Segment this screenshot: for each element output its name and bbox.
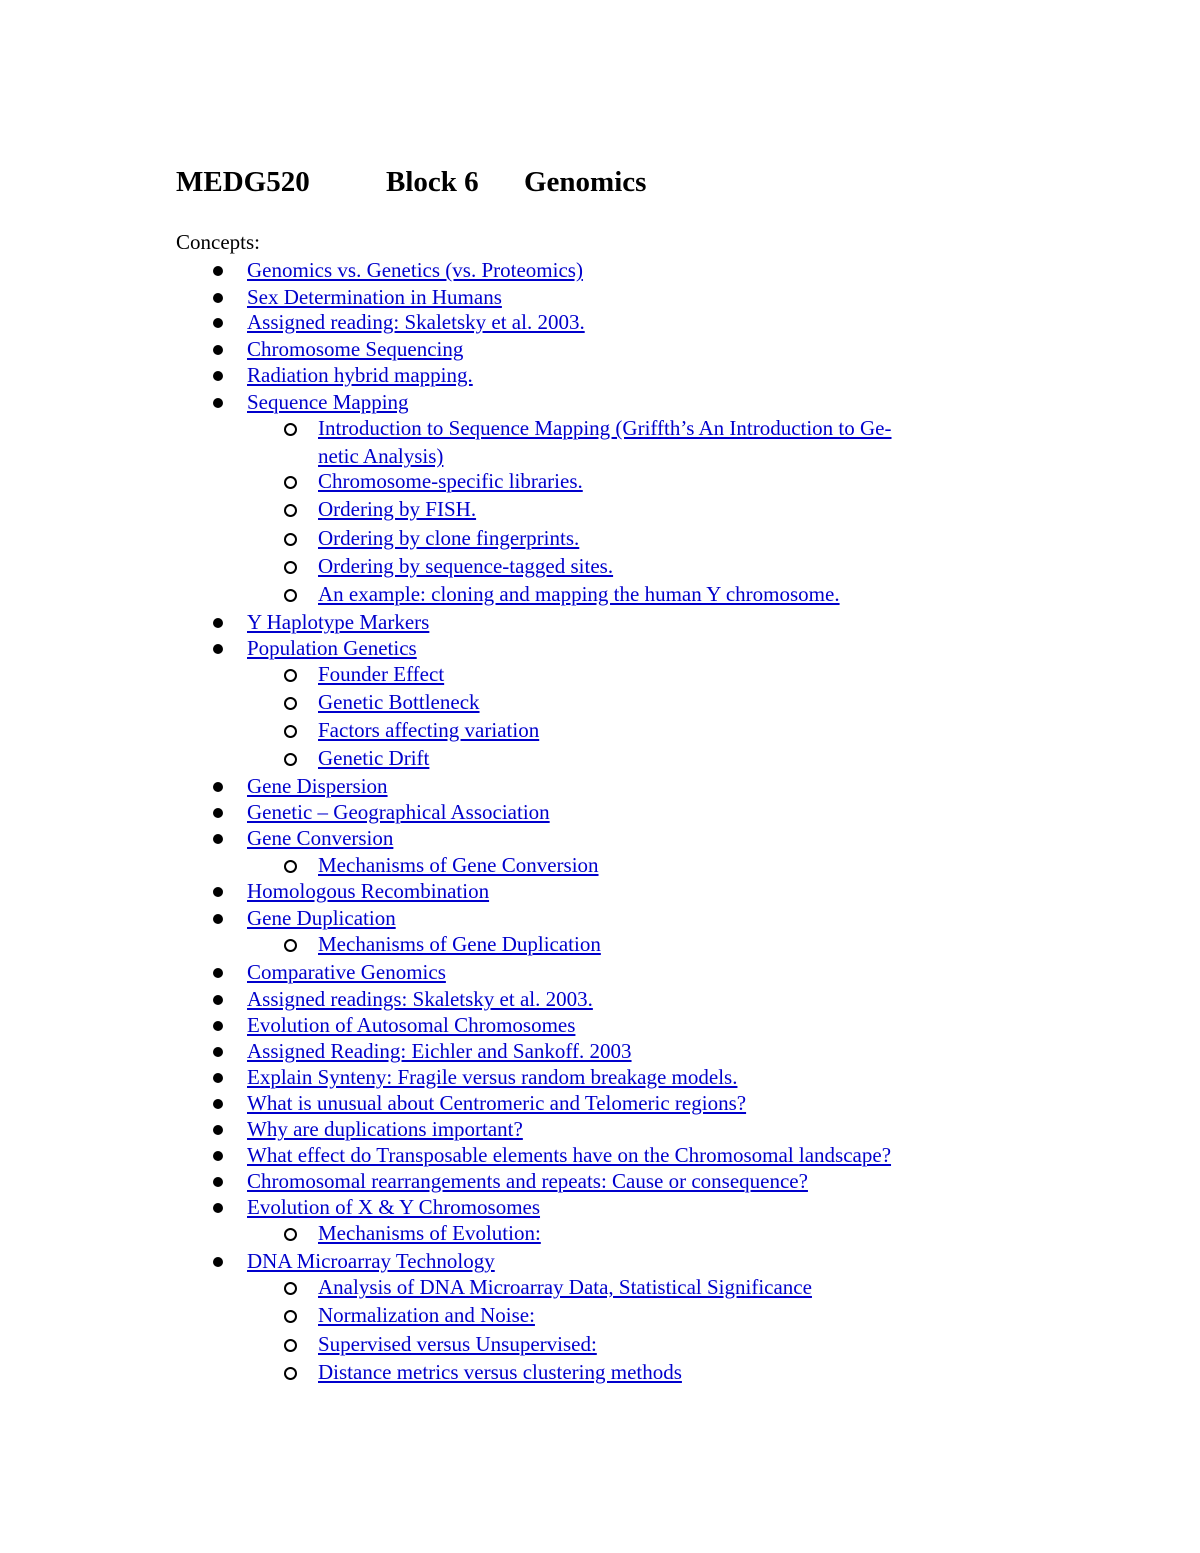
list-item <box>247 361 473 389</box>
concept-link[interactable]: Genomics vs. Genetics (vs. Proteomics) <box>247 258 583 282</box>
sub-list-item <box>318 716 539 744</box>
concept-link[interactable]: Assigned Reading: Eichler and Sankoff. 2003 <box>247 1039 632 1063</box>
circle-bullet-icon <box>284 725 297 738</box>
bullet-icon <box>213 1047 223 1057</box>
concept-link[interactable]: An example: cloning and mapping the human Y chromosome. <box>318 582 840 606</box>
concept-link[interactable]: Assigned reading: Skaletsky et al. 2003. <box>247 310 585 334</box>
list-item <box>247 388 409 416</box>
circle-bullet-icon <box>284 423 297 436</box>
sub-list-item <box>318 1273 812 1301</box>
circle-bullet-icon <box>284 669 297 682</box>
sub-list-item <box>318 552 613 580</box>
circle-bullet-icon <box>284 533 297 546</box>
concept-link-continuation[interactable]: netic Analysis) <box>318 444 444 468</box>
list-item <box>247 824 393 852</box>
circle-bullet-icon <box>284 1282 297 1295</box>
list-item <box>247 1115 523 1143</box>
sub-list-item <box>318 580 840 608</box>
circle-bullet-icon <box>284 1339 297 1352</box>
concept-link[interactable]: Radiation hybrid mapping. <box>247 363 473 387</box>
sub-list-item <box>318 930 601 958</box>
concept-link[interactable]: Genetic Bottleneck <box>318 690 480 714</box>
concept-link[interactable]: Founder Effect <box>318 662 445 686</box>
concept-link[interactable]: What effect do Transposable elements have on the Chromosomal landscape? <box>247 1143 892 1167</box>
bullet-icon <box>213 1099 223 1109</box>
concept-link[interactable]: Mechanisms of Evolution: <box>318 1221 541 1245</box>
concept-link[interactable]: Chromosomal rearrangements and repeats: Cause or consequence? <box>247 1169 808 1193</box>
course-code: MEDG520 <box>176 166 310 198</box>
list-item <box>247 634 417 662</box>
concept-link[interactable]: Population Genetics <box>247 636 417 660</box>
sub-list-item <box>318 688 480 716</box>
circle-bullet-icon <box>284 1367 297 1380</box>
list-item <box>247 1089 746 1117</box>
concept-link[interactable]: What is unusual about Centromeric and Telomeric regions? <box>247 1091 747 1115</box>
list-item <box>247 283 502 311</box>
circle-bullet-icon <box>284 1228 297 1241</box>
concept-link[interactable]: Why are duplications important? <box>247 1117 523 1141</box>
list-item-continuation <box>318 442 443 470</box>
bullet-icon <box>213 293 223 303</box>
list-item <box>247 958 446 986</box>
sub-list-item <box>318 1301 535 1329</box>
concept-link[interactable]: Gene Conversion <box>247 826 394 850</box>
bullet-icon <box>213 345 223 355</box>
bullet-icon <box>213 1021 223 1031</box>
concept-link[interactable]: Evolution of Autosomal Chromosomes <box>247 1013 576 1037</box>
list-item <box>247 1037 632 1065</box>
list-item <box>247 1011 575 1039</box>
list-item <box>247 1193 540 1221</box>
concept-link[interactable]: Distance metrics versus clustering methods <box>318 1360 682 1384</box>
concept-link[interactable]: Normalization and Noise: <box>318 1303 535 1327</box>
bullet-icon <box>213 644 223 654</box>
list-item <box>247 772 388 800</box>
circle-bullet-icon <box>284 476 297 489</box>
bullet-icon <box>213 782 223 792</box>
bullet-icon <box>213 834 223 844</box>
bullet-icon <box>213 266 223 276</box>
sub-list-item <box>318 1219 541 1247</box>
bullet-icon <box>213 968 223 978</box>
bullet-icon <box>213 1073 223 1083</box>
bullet-icon <box>213 1203 223 1213</box>
concept-link[interactable]: Comparative Genomics <box>247 960 446 984</box>
concept-link[interactable]: DNA Microarray Technology <box>247 1249 495 1273</box>
concept-link[interactable]: Ordering by FISH. <box>318 497 477 521</box>
concept-link[interactable]: Ordering by clone fingerprints. <box>318 526 580 550</box>
concepts-heading: Concepts: <box>176 230 260 254</box>
concept-link[interactable]: Explain Synteny: Fragile versus random breakage models. <box>247 1065 738 1089</box>
bullet-icon <box>213 371 223 381</box>
concept-link[interactable]: Genetic – Geographical Association <box>247 800 550 824</box>
bullet-icon <box>213 618 223 628</box>
list-item <box>247 335 463 363</box>
circle-bullet-icon <box>284 504 297 517</box>
bullet-icon <box>213 808 223 818</box>
circle-bullet-icon <box>284 561 297 574</box>
circle-bullet-icon <box>284 939 297 952</box>
bullet-icon <box>213 318 223 328</box>
sub-list-item <box>318 851 599 879</box>
list-item <box>247 1167 808 1195</box>
circle-bullet-icon <box>284 697 297 710</box>
circle-bullet-icon <box>284 1310 297 1323</box>
bullet-icon <box>213 995 223 1005</box>
list-item <box>247 1247 495 1275</box>
concept-link[interactable]: Evolution of X & Y Chromosomes <box>247 1195 541 1219</box>
bullet-icon <box>213 1125 223 1135</box>
block-number: Block 6 <box>386 166 479 198</box>
sub-list-item <box>318 744 429 772</box>
concept-link[interactable]: Genetic Drift <box>318 746 430 770</box>
concept-link[interactable]: Mechanisms of Gene Conversion <box>318 853 599 877</box>
bullet-icon <box>213 398 223 408</box>
concept-link[interactable]: Assigned readings: Skaletsky et al. 2003. <box>247 987 593 1011</box>
list-item <box>247 798 550 826</box>
concept-link[interactable]: Chromosome-specific libraries. <box>318 469 583 493</box>
circle-bullet-icon <box>284 589 297 602</box>
concept-link[interactable]: Sequence Mapping <box>247 390 409 414</box>
concept-link[interactable]: Mechanisms of Gene Duplication <box>318 932 601 956</box>
list-item <box>247 985 593 1013</box>
bullet-icon <box>213 1151 223 1161</box>
bullet-icon <box>213 887 223 897</box>
list-item <box>247 877 489 905</box>
concept-link[interactable]: Sex Determination in Humans <box>247 285 502 309</box>
sub-list-item <box>318 524 579 552</box>
list-item <box>247 1141 891 1169</box>
list-item <box>247 256 583 284</box>
block-topic: Genomics <box>524 166 647 198</box>
list-item <box>247 608 429 636</box>
circle-bullet-icon <box>284 860 297 873</box>
concept-link[interactable]: Gene Dispersion <box>247 774 388 798</box>
bullet-icon <box>213 914 223 924</box>
concept-link[interactable]: Analysis of DNA Microarray Data, Statistical Significance <box>318 1275 812 1299</box>
concept-link[interactable]: Introduction to Sequence Mapping (Griffth’s An Introduction to Ge- <box>318 416 892 440</box>
bullet-icon <box>213 1257 223 1267</box>
list-item <box>247 308 585 336</box>
bullet-icon <box>213 1177 223 1187</box>
sub-list-item <box>318 1330 597 1358</box>
concept-link[interactable]: Homologous Recombination <box>247 879 490 903</box>
concept-link[interactable]: Chromosome Sequencing <box>247 337 464 361</box>
circle-bullet-icon <box>284 753 297 766</box>
concept-link[interactable]: Factors affecting variation <box>318 718 540 742</box>
sub-list-item <box>318 1358 682 1386</box>
sub-list-item <box>318 467 583 495</box>
sub-list-item <box>318 495 476 523</box>
concept-link[interactable]: Y Haplotype Markers <box>247 610 430 634</box>
sub-list-item <box>318 414 892 442</box>
list-item <box>247 1063 737 1091</box>
concept-link[interactable]: Supervised versus Unsupervised: <box>318 1332 597 1356</box>
concept-link[interactable]: Gene Duplication <box>247 906 396 930</box>
concept-link[interactable]: Ordering by sequence-tagged sites. <box>318 554 614 578</box>
sub-list-item <box>318 660 444 688</box>
list-item <box>247 904 396 932</box>
